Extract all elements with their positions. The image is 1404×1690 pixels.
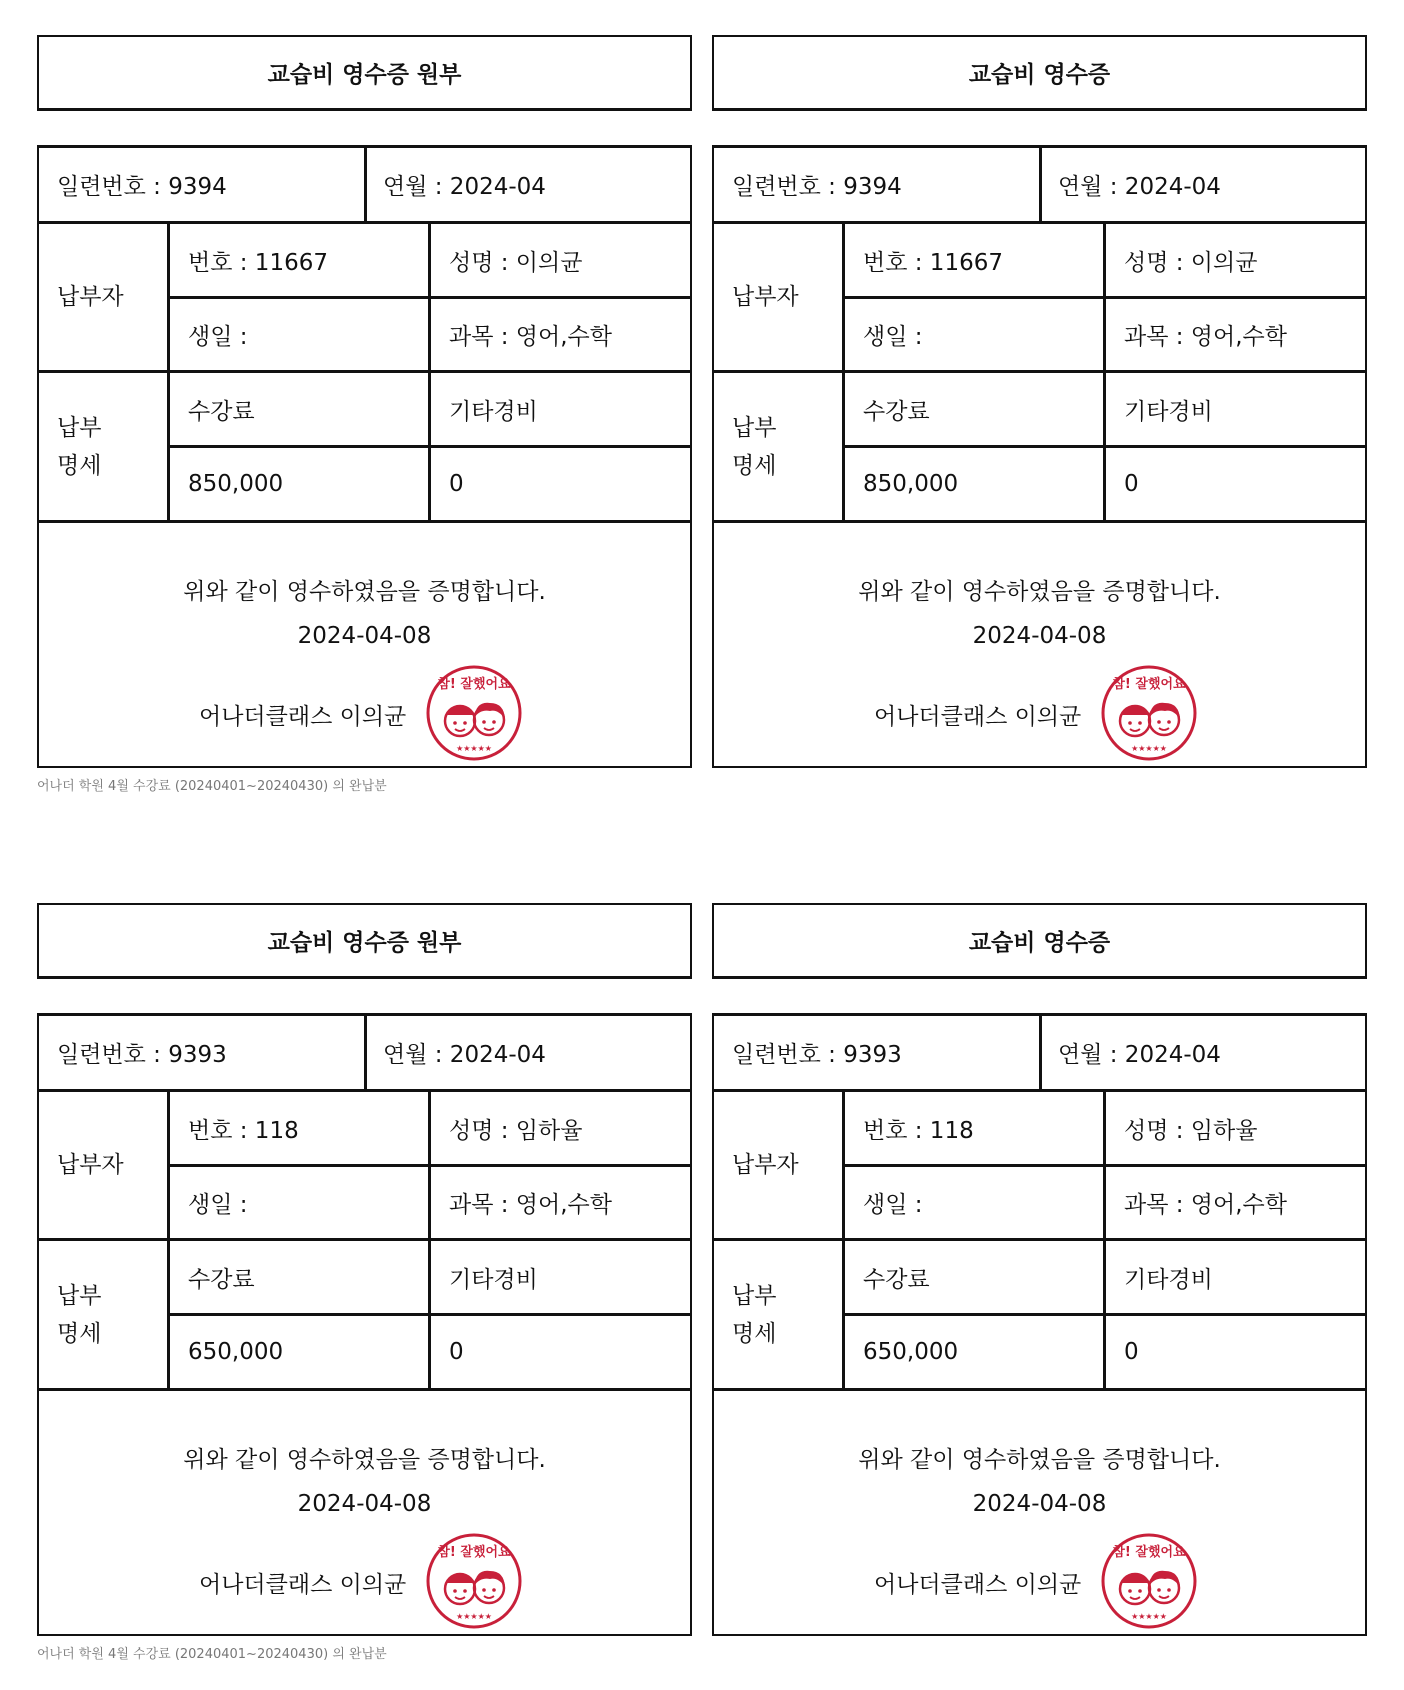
payment-detail-label-line2: 명세 (732, 452, 777, 479)
tuition-header: 수강료 (188, 1266, 255, 1293)
other-expense-header: 기타경비 (449, 1266, 538, 1293)
payment-detail-label (714, 1241, 844, 1388)
signer-name: 어나더클래스 이의균 (874, 704, 1082, 730)
receipt-title: 교습비 영수증 원부 (37, 35, 692, 111)
student-number: 번호 : 118 (863, 1117, 974, 1144)
student-name: 성명 : 임하율 (1124, 1117, 1258, 1144)
stamp-text: 참! 잘했어요 (437, 1545, 511, 1560)
serial-number: 일련번호 : 9394 (57, 174, 227, 200)
signer-name: 어나더클래스 이의균 (199, 1572, 407, 1598)
receipt-footnote: 어나더 학원 4월 수강료 (20240401~20240430) 의 완납분 (37, 1647, 387, 1662)
receipt-table (37, 1013, 692, 1636)
year-month: 연월 : 2024-04 (1058, 1042, 1221, 1068)
subject: 과목 : 영어,수학 (449, 1192, 612, 1218)
student-name: 성명 : 이의균 (449, 249, 583, 276)
stamp-icon (1099, 1531, 1199, 1631)
payment-detail-label-line2: 명세 (57, 1320, 102, 1347)
other-expense-value: 0 (449, 471, 464, 497)
payment-detail-label (714, 373, 844, 520)
payer-label: 납부자 (57, 284, 124, 310)
payment-detail-label (39, 1241, 169, 1388)
payment-detail-label (39, 373, 169, 520)
stamp-text: 참! 잘했어요 (1112, 677, 1186, 692)
signer-name: 어나더클래스 이의균 (199, 704, 407, 730)
serial-number: 일련번호 : 9393 (732, 1042, 902, 1068)
tuition-value: 850,000 (863, 471, 959, 497)
svg-text:★★★★★: ★★★★★ (456, 744, 492, 753)
subject: 과목 : 영어,수학 (1124, 324, 1287, 350)
issue-date: 2024-04-08 (972, 623, 1107, 649)
payment-detail-label-line1: 납부 (57, 414, 102, 441)
tuition-value: 650,000 (188, 1339, 284, 1365)
stamp-icon (1099, 663, 1199, 763)
receipt-title: 교습비 영수증 (712, 35, 1367, 111)
svg-text:★★★★★: ★★★★★ (1131, 1612, 1167, 1621)
serial-number: 일련번호 : 9394 (732, 174, 902, 200)
receipt-footnote: 어나더 학원 4월 수강료 (20240401~20240430) 의 완납분 (37, 779, 387, 794)
tuition-header: 수강료 (188, 398, 255, 425)
birthday: 생일 : (863, 1192, 923, 1218)
stamp-text: 참! 잘했어요 (437, 677, 511, 692)
receipt-title: 교습비 영수증 (712, 903, 1367, 979)
student-number: 번호 : 11667 (863, 249, 1003, 276)
year-month: 연월 : 2024-04 (1058, 174, 1221, 200)
receipt-table (712, 145, 1367, 768)
payment-detail-label-line1: 납부 (732, 414, 777, 441)
payer-label: 납부자 (732, 1152, 799, 1178)
other-expense-value: 0 (449, 1339, 464, 1365)
birthday: 생일 : (188, 1192, 248, 1218)
other-expense-header: 기타경비 (449, 398, 538, 425)
issue-date: 2024-04-08 (972, 1491, 1107, 1517)
issue-date: 2024-04-08 (297, 623, 432, 649)
issue-date: 2024-04-08 (297, 1491, 432, 1517)
payer-label: 납부자 (57, 1152, 124, 1178)
other-expense-value: 0 (1124, 471, 1139, 497)
student-name: 성명 : 이의균 (1124, 249, 1258, 276)
receipt-table (37, 145, 692, 768)
certify-text: 위와 같이 영수하였음을 증명합니다. (183, 1447, 546, 1473)
payer-label: 납부자 (732, 284, 799, 310)
serial-number: 일련번호 : 9393 (57, 1042, 227, 1068)
tuition-header: 수강료 (863, 1266, 930, 1293)
payment-detail-label-line2: 명세 (732, 1320, 777, 1347)
subject: 과목 : 영어,수학 (1124, 1192, 1287, 1218)
stamp-text: 참! 잘했어요 (1112, 1545, 1186, 1560)
tuition-value: 850,000 (188, 471, 284, 497)
receipt-title: 교습비 영수증 원부 (37, 903, 692, 979)
stamp-icon (424, 1531, 524, 1631)
other-expense-value: 0 (1124, 1339, 1139, 1365)
tuition-header: 수강료 (863, 398, 930, 425)
year-month: 연월 : 2024-04 (383, 174, 546, 200)
student-name: 성명 : 임하율 (449, 1117, 583, 1144)
receipt-table (712, 1013, 1367, 1636)
student-number: 번호 : 11667 (188, 249, 328, 276)
year-month: 연월 : 2024-04 (383, 1042, 546, 1068)
certify-text: 위와 같이 영수하였음을 증명합니다. (183, 579, 546, 605)
subject: 과목 : 영어,수학 (449, 324, 612, 350)
student-number: 번호 : 118 (188, 1117, 299, 1144)
payment-detail-label-line2: 명세 (57, 452, 102, 479)
certify-text: 위와 같이 영수하였음을 증명합니다. (858, 579, 1221, 605)
other-expense-header: 기타경비 (1124, 398, 1213, 425)
svg-text:★★★★★: ★★★★★ (456, 1612, 492, 1621)
payment-detail-label-line1: 납부 (57, 1282, 102, 1309)
payment-detail-label-line1: 납부 (732, 1282, 777, 1309)
svg-text:★★★★★: ★★★★★ (1131, 744, 1167, 753)
other-expense-header: 기타경비 (1124, 1266, 1213, 1293)
signer-name: 어나더클래스 이의균 (874, 1572, 1082, 1598)
stamp-icon (424, 663, 524, 763)
certify-text: 위와 같이 영수하였음을 증명합니다. (858, 1447, 1221, 1473)
tuition-value: 650,000 (863, 1339, 959, 1365)
birthday: 생일 : (863, 324, 923, 350)
birthday: 생일 : (188, 324, 248, 350)
